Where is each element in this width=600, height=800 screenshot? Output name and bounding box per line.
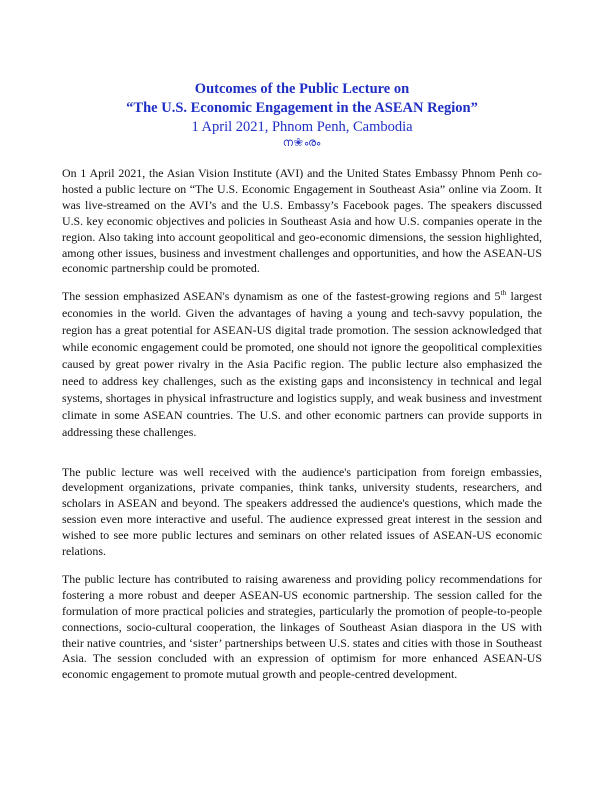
title-line-1: Outcomes of the Public Lecture on [194,81,410,97]
ordinal-superscript: th [500,288,507,298]
title-line-2: “The U.S. Economic Engagement in the ASEAN Region” [126,100,478,116]
paragraph-2 [62,288,542,440]
paragraph-1: On 1 April 2021, the Asian Vision Institute (AVI) and the United States Embassy Phnom Penh co-hosted a public lecture on “The U.S. Economic Engagement in Southeast Asia” online via Zoom. It was live-streamed on the AVI’s and the U.S. Embassy’s Facebook pages. The speakers discussed U.S. key economic objectives and policies in Southeast Asia and how U.S. companies operate in the region. Also taking into account geopolitical and geo-economic dimensions, the session highlighted, among other issues, business and investment challenges and opportunities, and how the ASEAN-US economic partnership could be promoted. [62,166,542,276]
date-location: 1 April 2021, Phnom Penh, Cambodia [191,119,413,135]
ornament-divider-icon: ന❀ൟ [282,137,322,149]
document-heading [62,80,542,137]
paragraph-4: The public lecture has contributed to raising awareness and providing policy recommendations for fostering a more robust and deeper ASEAN-US economic partnership. The session called for the formulation of more practical policies and strategies, particularly the promotion of people-to-people connections, socio-cultural cooperation, the linkages of Southeast Asian diaspora in the US with their native countries, and ‘sister’ partnerships between U.S. states and cities with those in Southeast Asia. The session concluded with an expression of optimism for more enhanced ASEAN-US economic engagement to promote mutual growth and people-centred development. [62,571,542,682]
document-page [62,80,542,683]
paragraph-2-text-start: The session emphasized ASEAN's dynamism as one of the fastest-growing regions and 5 [62,289,501,304]
paragraph-3: The public lecture was well received with the audience's participation from foreign embassies, development organizations, private companies, think tanks, university students, researchers, and scholars in ASEAN and beyond. The speakers addressed the audience's questions, which made the session even more interactive and useful. The audience expressed great interest in the session and wished to see more public lectures and seminars on other related issues of ASEAN-US economic relations. [62,464,542,559]
paragraph-2-text-end: largest economies in the world. Given the advantages of having a young and tech-savvy population, the region has a great potential for ASEAN-US digital trade promotion. The session acknowledged that while economic engagement could be promoted, one should not ignore the geopolitical complexities caused by great power rivalry in the Asia Pacific region. The public lecture also emphasized the need to address key challenges, such as the existing gaps and inconsistency in technical and legal systems, shortages in physical infrastructure and logistics supply, and weak business and investment climate in some ASEAN countries. The U.S. and other economic partners can provide supports in addressing these challenges. [62,289,542,439]
